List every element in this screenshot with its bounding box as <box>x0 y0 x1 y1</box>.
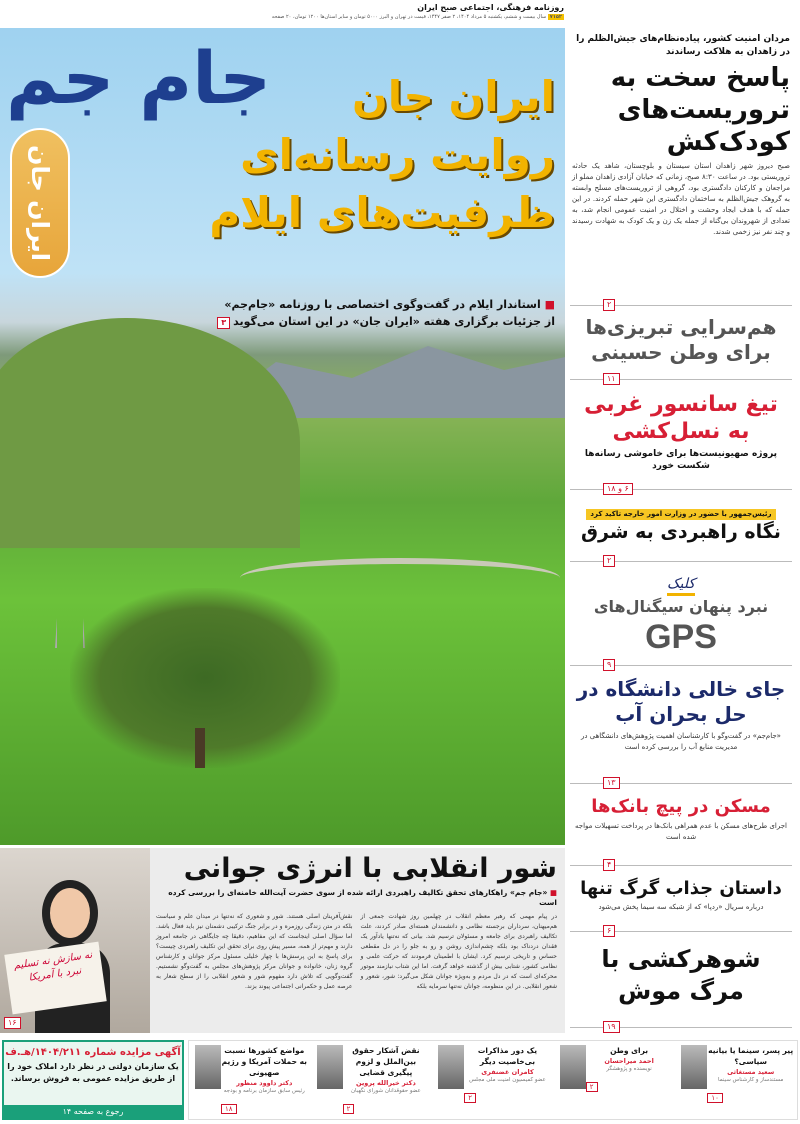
page-ref[interactable]: ۱۳ <box>603 777 620 789</box>
masthead <box>0 0 570 28</box>
page-ref[interactable]: ۶ <box>603 925 615 937</box>
story-housing[interactable]: مسکن در پیچ بانک‌ها اجرای طرح‌های مسکن با عدم همراهی بانک‌ها در پرداخت تسهیلات مواجه شده است ۴ <box>570 792 792 866</box>
hill <box>0 318 300 548</box>
page-ref[interactable]: ۲ <box>603 299 615 311</box>
story-crime[interactable]: شوهرکشی با مرگ موش ۱۹ <box>570 940 792 1028</box>
ad-footer: رجوع به صفحه ۱۴ <box>4 1105 182 1118</box>
opinion-item[interactable]: مواضع کشورها نسبت به حملات آمریکا و رژیم صهیونی دکتر داوود منظور رئیس سابق سازمان برنامه و بودجه ۱۸ <box>189 1041 311 1119</box>
newspaper-logo: جام جم <box>6 36 272 120</box>
story-gps[interactable]: کلیک نبرد پنهان سیگنال‌های GPS ۹ <box>570 570 792 666</box>
hero-headline <box>209 68 555 242</box>
author-photo <box>317 1045 343 1089</box>
feature-subhead: ■ «جام جم» راهکارهای تحقق تکالیف راهبردی ارائه شده از سوی حضرت آیت‌الله خامنه‌ای را بررسی کرده است <box>168 888 557 907</box>
feature-story[interactable] <box>0 848 565 1033</box>
hero-headline-line: ایران جان <box>351 72 555 121</box>
story-zahedan[interactable]: مردان امنیت کشور، پیاده‌نظام‌های جیش‌الظلم را در زاهدان به هلاکت رساندند پاسخ سخت به تروریست‌های کودک‌کش صبح دیروز شهر زاهدان استان سیستان و بلوچستان، شاهد یک حادثه تروریستی بود. در ساعت ۸:۳۰ صبح، زمانی که خیابان آزادی زاهدان مملو از مراجعان و کارکنان دادگستری بود، گروهی از تروریست‌های مسلح وابسته به گروهک جیش‌الظلم به ساختمان دادگستری این شهر حمله کردند. در این حمله که با هدف ایجاد وحشت و اختلال در امنیت عمومی انجام شد، به تعدادی از شهروندان بی‌گناه از جمله یک زن و یک کودک به شهادت رسیدند و چند نفر نیز زخمی شدند. ۲ <box>570 30 792 306</box>
page-ref[interactable]: ۳ <box>217 317 230 329</box>
tree <box>70 588 340 768</box>
issue-badge: ۷۱۵۲ <box>549 14 562 20</box>
hero-photo-story[interactable] <box>0 28 565 845</box>
page-ref[interactable]: ۲ <box>464 1093 476 1103</box>
feature-column-1: در پیام مهمی که رهبر معظم انقلاب در چهلمین روز شهادت جمعی از هم‌میهنان، سرداران برجسته نظامی و دانشمندان هسته‌ای صادر کردند، علت تکالیف راهبردی برای جامعه و مسئولان ترسیم شد. بیانی که نه‌تنها یادآور یک فقدان دردناک بود بلکه چشم‌اندازی روشن و رو به جلو را در دل مقطعی حساس و تاریخی ترسیم کرد. ایشان با اطمینان فرمودند که حرکت علمی و نظامی کشور، شتابی بیش از گذشته خواهد گرفت. اما این شتاب نیازمند موتور محرکه‌ای است که در دل مردم و به‌ویژه جوانان شکل می‌گیرد: شور، شعور و شعور انقلابی. در این منظومه، جوانان نه‌تنها سرمایه بلکه <box>360 913 557 990</box>
page-ref[interactable]: ۱۱ <box>603 373 620 385</box>
tag: رئیس‌جمهور با حضور در وزارت امور خارجه تاکید کرد <box>586 509 775 520</box>
page-ref[interactable]: ۲ <box>343 1104 355 1114</box>
bullet-icon: ■ <box>547 888 557 897</box>
girl-with-sign-photo <box>0 848 150 1033</box>
page-ref[interactable]: ۱۰ <box>707 1093 723 1103</box>
page-ref[interactable]: ۱۹ <box>603 1021 620 1033</box>
opinion-item[interactable]: برای وطن احمد میراحسان نویسنده و پژوهشگر ۲ <box>554 1041 676 1119</box>
hero-headline-line: ظرفیت‌های ایلام <box>209 188 555 237</box>
protest-sign: نه سازش نه تسلیم نبرد با آمریکا <box>4 942 106 1015</box>
story-university[interactable]: جای خالی دانشگاه در حل بحران آب «جام‌جم» در گفت‌وگو با کارشناسان اهمیت پژوهش‌های دانشگاهی در مدیریت منابع آب را بررسی کرده است ۱۳ <box>570 674 792 784</box>
issue-info: سال بیست و ششم، یکشنبه ۵ مرداد ۱۴۰۴، ۲ صفر ۱۴۴۷، قیمت در تهران و البرز ۵۰۰۰ تومان و سایر استان‌ها ۱۲۰۰ تومان، ۲۰ صفحه <box>271 14 547 20</box>
publication-tagline: روزنامه فرهنگی، اجتماعی صبح ایران <box>417 3 564 12</box>
opinion-item[interactable]: یک دور مذاکرات بی‌خاصیت دیگر کامران غضنفری عضو کمیسیون امنیت ملی مجلس ۲ <box>432 1041 554 1119</box>
feature-headline: شور انقلابی با انرژی جوانی <box>183 853 557 884</box>
ad-title: آگهی مزایده شماره ۱۴۰۴/۲۱۱/هـ.ف <box>5 1047 181 1058</box>
page-ref[interactable]: ۲ <box>603 555 615 567</box>
story-series[interactable]: داستان جذاب گرگ تنها درباره سریال «ردپا» که از شبکه سه سیما پخش می‌شود ۶ <box>570 874 792 932</box>
opinion-item[interactable]: نقض آشکار حقوق بین‌الملل و لزوم پیگیری قضایی دکتر خیرالله پروین عضو حقوقدانان شورای نگهبان ۲ <box>311 1041 433 1119</box>
page-ref[interactable]: ۱۶ <box>4 1017 21 1029</box>
bullet-icon: ■ <box>540 298 555 311</box>
author-photo <box>438 1045 464 1089</box>
story-tabriz[interactable]: هم‌سرایی تبریزی‌ها برای وطن حسینی ۱۱ <box>570 312 792 380</box>
page-ref[interactable]: ۴ <box>603 859 615 871</box>
page-ref[interactable]: ۶ و ۱۸ <box>603 483 633 495</box>
hero-subhead: ■ استاندار ایلام در گفت‌وگوی اختصاصی با روزنامه «جام‌جم» از جزئیات برگزاری هفته «ایران جان» در این استان می‌گوید۳ <box>214 296 555 330</box>
auction-ad[interactable] <box>2 1040 184 1120</box>
opinion-strip <box>188 1040 798 1120</box>
iran-jan-badge: ایران جان <box>10 128 70 278</box>
page-ref[interactable]: ۲ <box>586 1082 598 1092</box>
feature-column-2: نقش‌آفرینان اصلی هستند. شور و شعوری که نه‌تنها در میدان علم و سیاست بلکه در متن زندگی روزمره و در برابر جنگ ترکیبی دشمنان نیز باید فعال باشد. اما سؤال اصلی اینجاست که این مفاهیم، دقیقا چه جایگاهی در جامعه امروز دارند و مهم‌تر از همه، مسیر پیش روی برای تحقق این تکلیف راهبردی چیست؟ برای پاسخ به این پرسش‌ها با چهار خلیلی مسئول مرکز جوانان و کارشناس گروه زنان، خانواده و جوانان مرکز پژوهش‌های مجلس به گفت‌وگو نشستیم. گفت‌وگویی که تلاش دارد مفهوم شور و شعور انقلابی را از سطح شعار به عرصه عمل و حکمرانی اجتماعی پیوند بزند. <box>156 913 353 990</box>
hero-headline-line: روایت رسانه‌ای <box>240 130 555 179</box>
page-ref[interactable]: ۹ <box>603 659 615 671</box>
opinion-item[interactable]: پیر پسر، سینما یا بیانیه سیاسی؟ سعید مستغاثی مستندساز و کارشناس سینما ۱۰ <box>675 1041 797 1119</box>
tree-trunk <box>195 728 205 768</box>
author-photo <box>560 1045 586 1089</box>
author-photo <box>195 1045 221 1089</box>
story-censorship[interactable]: تیغ سانسور غربی به نسل‌کشی پروژه صهیونیست‌ها برای خاموشی رسانه‌ها شکست خورد ۶ و ۱۸ <box>570 388 792 490</box>
ad-body: یک سازمان دولتی در نظر دارد املاک خود را از طریق مزایده عمومی به فروش برساند. <box>7 1062 179 1083</box>
click-section-logo: کلیک <box>667 575 695 596</box>
story-east[interactable]: رئیس‌جمهور با حضور در وزارت امور خارجه تاکید کرد نگاه راهبردی به شرق ۲ <box>570 498 792 562</box>
page-ref[interactable]: ۱۸ <box>221 1104 237 1114</box>
author-photo <box>681 1045 707 1089</box>
